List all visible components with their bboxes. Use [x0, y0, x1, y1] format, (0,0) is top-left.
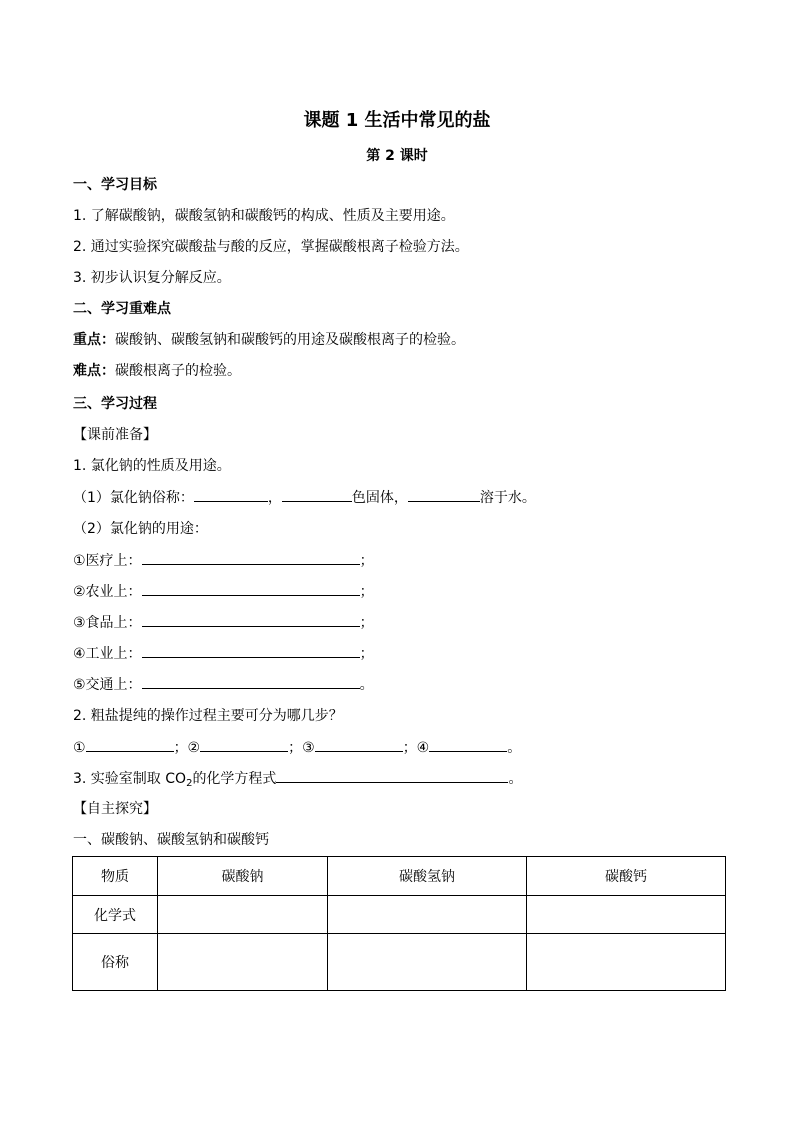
step-marker: ；③ [288, 740, 315, 756]
fill-blank[interactable] [142, 612, 360, 627]
section-heading-process: 三、学习过程 [73, 396, 157, 412]
fill-blank[interactable] [142, 643, 360, 658]
row-label-common-name: 俗称 [73, 934, 158, 991]
table-cell[interactable] [527, 896, 726, 934]
use-end: ； [359, 615, 374, 631]
question-1a-color: 色固体， [351, 490, 408, 506]
fill-blank[interactable] [142, 550, 360, 565]
objective-item-1: 1. 了解碳酸钠，碳酸氢钠和碳酸钙的构成、性质及主要用途。 [73, 208, 455, 224]
header-cell-sodium-carbonate: 碳酸钠 [158, 857, 328, 896]
step-marker: ① [73, 740, 86, 756]
question-2-steps [73, 737, 521, 758]
use-line-food [73, 612, 374, 633]
fill-blank[interactable] [142, 674, 360, 689]
table-cell[interactable] [527, 934, 726, 991]
use-line-agriculture [73, 581, 374, 602]
fill-blank[interactable] [408, 487, 480, 502]
fill-blank[interactable] [276, 768, 508, 783]
header-cell-sodium-bicarbonate: 碳酸氢钠 [328, 857, 527, 896]
header-cell-calcium-carbonate: 碳酸钙 [527, 857, 726, 896]
step-marker: ；② [173, 740, 201, 756]
use-end: 。 [359, 677, 374, 693]
difficulty-label: 难点： [73, 363, 115, 379]
question-3-suffix: 的化学方程式 [192, 771, 277, 787]
question-1a [73, 487, 536, 508]
row-label-formula: 化学式 [73, 896, 158, 934]
key-point-text: 碳酸钠、碳酸氢钠和碳酸钙的用途及碳酸根离子的检验。 [115, 332, 465, 348]
table-cell[interactable] [158, 934, 328, 991]
fill-blank[interactable] [86, 737, 174, 752]
use-label: ④工业上： [73, 646, 142, 662]
step-marker: ；④ [402, 740, 430, 756]
pre-class-prep-label: 【课前准备】 [73, 427, 157, 443]
use-label: ③食品上： [73, 615, 142, 631]
use-label: ②农业上： [73, 584, 142, 600]
use-end: ； [359, 646, 374, 662]
question-1a-comma: ， [267, 490, 282, 506]
use-line-traffic [73, 674, 374, 695]
fill-blank[interactable] [194, 487, 268, 502]
question-3-prefix: 3. 实验室制取 CO [73, 771, 187, 787]
self-exploration-label: 【自主探究】 [73, 801, 157, 817]
table-row [73, 896, 726, 934]
use-end: ； [359, 553, 374, 569]
comparison-table [72, 856, 726, 991]
question-1a-water: 溶于水。 [479, 490, 536, 506]
use-line-medical [73, 550, 374, 571]
use-label: ①医疗上： [73, 553, 142, 569]
key-point-line [73, 330, 465, 350]
use-end: ； [359, 584, 374, 600]
use-line-industry [73, 643, 374, 664]
key-point-label: 重点： [73, 332, 115, 348]
question-3 [73, 768, 522, 789]
question-2: 2. 粗盐提纯的操作过程主要可分为哪几步？ [73, 708, 343, 724]
step-end: 。 [507, 740, 522, 756]
table-cell[interactable] [328, 934, 527, 991]
header-cell-substance: 物质 [73, 857, 158, 896]
page-title: 课题 1 生活中常见的盐 [303, 110, 491, 131]
fill-blank[interactable] [282, 487, 352, 502]
fill-blank[interactable] [142, 581, 360, 596]
fill-blank[interactable] [315, 737, 403, 752]
question-1b: （2）氯化钠的用途： [73, 521, 208, 537]
section-heading-objectives: 一、学习目标 [73, 177, 157, 193]
table-row [73, 934, 726, 991]
fill-blank[interactable] [429, 737, 507, 752]
table-header-row [73, 857, 726, 896]
objective-item-3: 3. 初步认识复分解反应。 [73, 270, 231, 286]
table-cell[interactable] [158, 896, 328, 934]
subscript-2: 2 [186, 778, 193, 789]
lesson-subtitle: 第 2 课时 [366, 148, 428, 164]
difficulty-text: 碳酸根离子的检验。 [115, 363, 241, 379]
objective-item-2: 2. 通过实验探究碳酸盐与酸的反应，掌握碳酸根离子检验方法。 [73, 239, 469, 255]
section-heading-key-points: 二、学习重难点 [73, 301, 171, 317]
exploration-subheading: 一、碳酸钠、碳酸氢钠和碳酸钙 [73, 832, 269, 848]
question-1a-prefix: （1）氯化钠俗称： [73, 490, 194, 506]
difficulty-line [73, 361, 241, 381]
fill-blank[interactable] [200, 737, 288, 752]
table-cell[interactable] [328, 896, 527, 934]
question-1: 1. 氯化钠的性质及用途。 [73, 458, 231, 474]
use-label: ⑤交通上： [73, 677, 142, 693]
question-3-end: 。 [508, 771, 523, 787]
